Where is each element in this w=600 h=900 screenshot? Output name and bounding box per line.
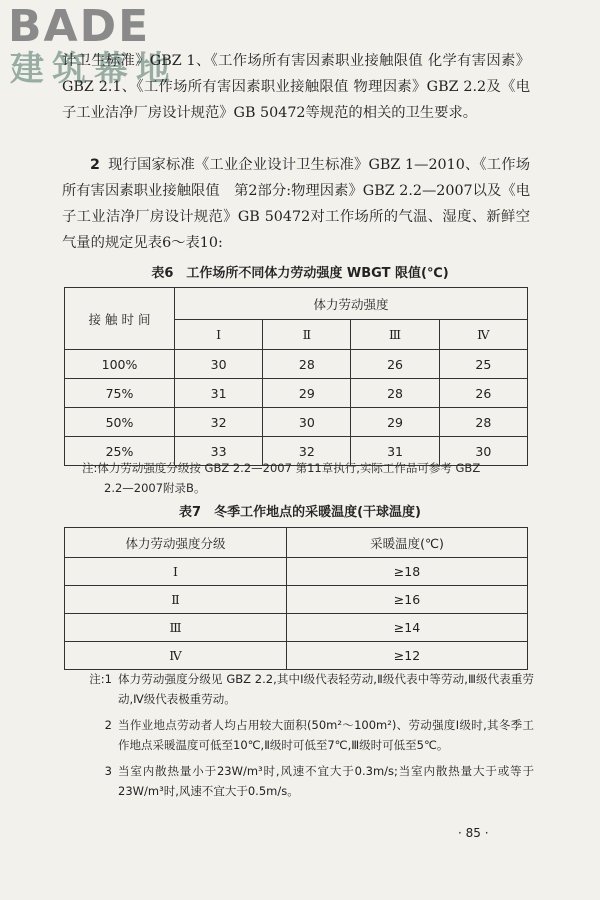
note-text: 当室内散热量小于23W/m³时,风速不宜大于0.3m/s;当室内散热量大于或等于23W/m³时,风速不宜大于0.5m/s。: [118, 764, 534, 798]
table-row: [65, 642, 528, 670]
table-cell: 29: [351, 408, 439, 437]
note-label: 3: [104, 764, 112, 778]
note-item: [82, 761, 534, 801]
note-text: 当作业地点劳动者人均占用较大面积(50m²～100m²)、劳动强度Ⅰ级时,其冬季工作地点采暖温度可低至10℃,Ⅱ级时可低至7℃,Ⅲ级时可低至5℃。: [118, 718, 534, 752]
table-row: [65, 614, 528, 642]
table-6-time: 75%: [65, 379, 175, 408]
table-7: [64, 527, 528, 670]
table-row: [65, 586, 528, 614]
table-cell: 30: [263, 408, 351, 437]
table-row: [65, 558, 528, 586]
logo-subtitle: 建筑幕地: [10, 49, 178, 89]
table-6-group-header: 体力劳动强度: [175, 288, 528, 320]
table-7-caption: 表7 冬季工作地点的采暖温度(干球温度): [179, 505, 421, 520]
table-7-notes: [82, 669, 534, 801]
table-6-note-line-1: 注:体力劳动强度分级按 GBZ 2.2—2007 第11章执行,实际工作品可参考 GBZ: [82, 461, 481, 475]
table-7-temp: ≥14: [287, 614, 528, 642]
note-label: 注:1: [89, 672, 112, 686]
table-7-level: Ⅰ: [65, 558, 287, 586]
table-cell: 31: [351, 437, 439, 466]
table-7-level: Ⅱ: [65, 586, 287, 614]
table-6-level: Ⅲ: [351, 320, 439, 350]
table-6-level: Ⅰ: [175, 320, 263, 350]
table-6-time: 50%: [65, 408, 175, 437]
table-7-level: Ⅲ: [65, 614, 287, 642]
table-cell: 33: [175, 437, 263, 466]
table-6-time: 25%: [65, 437, 175, 466]
table-6-time: 100%: [65, 350, 175, 379]
table-cell: 31: [175, 379, 263, 408]
paragraph-2: [62, 152, 530, 256]
table-cell: 26: [351, 350, 439, 379]
table-7-temp: ≥16: [287, 586, 528, 614]
paragraph-1: 计卫生标准》GBZ 1、《工作场所有害因素职业接触限值 化学有害因素》GBZ 2.1、《工作场所有害因素职业接触限值 物理因素》GBZ 2.2及《电子工业洁净厂房设计规范》GB 50472等规范的相关的卫生要求。: [62, 53, 530, 121]
table-cell: 28: [351, 379, 439, 408]
table-cell: 30: [439, 437, 527, 466]
table-7-header: 采暖温度(℃): [287, 528, 528, 558]
note-label: 2: [104, 718, 112, 732]
note-text: 体力劳动强度分级见 GBZ 2.2,其中Ⅰ级代表轻劳动,Ⅱ级代表中等劳动,Ⅲ级代表重劳动,Ⅳ级代表极重劳动。: [118, 672, 534, 706]
table-6-note: [82, 458, 534, 498]
table-cell: 25: [439, 350, 527, 379]
table-cell: 28: [439, 408, 527, 437]
table-7-temp: ≥18: [287, 558, 528, 586]
table-7-temp: ≥12: [287, 642, 528, 670]
table-6-row-header: 接 触 时 间: [65, 288, 175, 350]
logo-wordmark: BADE: [8, 1, 151, 52]
paragraph-2-number: 2: [90, 157, 100, 173]
table-6-level: Ⅳ: [439, 320, 527, 350]
table-cell: 32: [175, 408, 263, 437]
paragraph-2-text: 现行国家标准《工业企业设计卫生标准》GBZ 1—2010、《工作场所有害因素职业接触限值 第2部分:物理因素》GBZ 2.2—2007以及《电子工业洁净厂房设计规范》GB 50472对工作场所的气温、湿度、新鲜空气量的规定见表6～表10:: [62, 157, 530, 251]
table-7-header: 体力劳动强度分级: [65, 528, 287, 558]
table-6: [64, 287, 528, 466]
table-cell: 29: [263, 379, 351, 408]
note-item: [82, 715, 534, 755]
table-cell: 32: [263, 437, 351, 466]
table-row: [65, 350, 528, 379]
page-number: · 85 ·: [458, 826, 489, 840]
table-6-note-line-2: 2.2—2007附录B。: [104, 481, 206, 495]
table-row: [65, 408, 528, 437]
table-cell: 26: [439, 379, 527, 408]
table-row: [65, 379, 528, 408]
table-cell: 28: [263, 350, 351, 379]
note-item: [82, 669, 534, 709]
table-6-level: Ⅱ: [263, 320, 351, 350]
table-6-caption: 表6 工作场所不同体力劳动强度 WBGT 限值(℃): [151, 266, 449, 281]
table-7-level: Ⅳ: [65, 642, 287, 670]
table-cell: 30: [175, 350, 263, 379]
